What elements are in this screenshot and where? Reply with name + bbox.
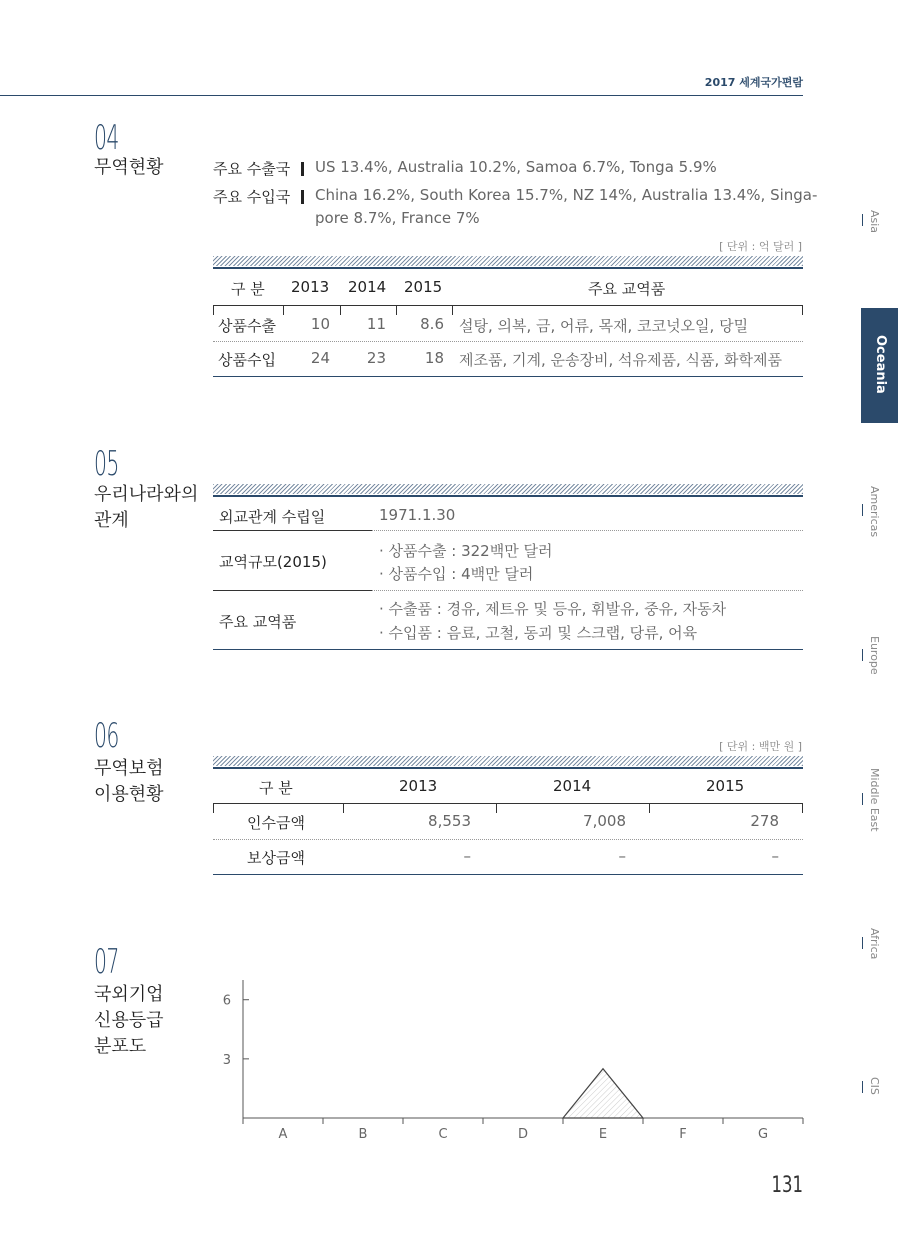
side-nav-middle-east[interactable]: Middle East — [868, 768, 881, 832]
table-cell: – — [771, 847, 779, 865]
relation-value: · 수입품 : 음료, 고철, 동괴 및 스크랩, 당류, 어육 — [379, 624, 698, 642]
export-partners-label: 주요 수출국 — [213, 160, 291, 178]
running-header: 2017 세계국가편람 — [704, 76, 803, 89]
table-header-2013: 2013 — [291, 278, 330, 296]
table-cell: 7,008 — [583, 812, 626, 830]
y-tick-label: 6 — [222, 993, 231, 1009]
table-header-2015: 2015 — [404, 278, 443, 296]
x-tick-label: C — [438, 1127, 448, 1142]
table-header-2014: 2014 — [348, 278, 387, 296]
table-row-label: 상품수입 — [218, 351, 276, 369]
table-cell: 23 — [366, 349, 386, 367]
side-nav-asia[interactable]: Asia — [868, 210, 881, 234]
section-title-line1: 무역보험 — [94, 758, 164, 779]
table-header-category: 구 분 — [231, 280, 265, 298]
section-title-line3: 분포도 — [94, 1036, 147, 1057]
table-cell: 8.6 — [420, 315, 444, 333]
y-tick-label: 3 — [222, 1052, 231, 1068]
section-number: 04 — [94, 118, 119, 158]
import-partners-label: 주요 수입국 — [213, 188, 291, 206]
relation-value: 1971.1.30 — [379, 506, 456, 524]
relation-label: 교역규모(2015) — [219, 553, 327, 571]
table-row-label: 보상금액 — [247, 849, 305, 867]
side-nav-cis[interactable]: CIS — [868, 1077, 881, 1095]
section-title: 무역현황 — [94, 157, 164, 178]
section-number: 05 — [94, 444, 119, 484]
section-title-line1: 국외기업 — [94, 984, 164, 1005]
x-tick-label: E — [598, 1127, 608, 1142]
side-nav-africa[interactable]: Africa — [868, 928, 881, 960]
side-nav-americas[interactable]: Americas — [868, 486, 881, 538]
table-cell: – — [618, 847, 626, 865]
table-cell: 10 — [310, 315, 330, 333]
table-header-2014: 2014 — [553, 777, 592, 795]
section-title-line1: 우리나라와의 — [94, 484, 199, 505]
x-tick-label: B — [358, 1127, 368, 1142]
table-header-category: 구 분 — [259, 779, 293, 797]
relation-label: 주요 교역품 — [219, 613, 297, 631]
relation-label: 외교관계 수립일 — [219, 508, 326, 526]
table-cell-items: 제조품, 기계, 운송장비, 석유제품, 식품, 화학제품 — [459, 351, 782, 369]
table-cell-items: 설탕, 의복, 금, 어류, 목재, 코코넛오일, 당밀 — [459, 317, 749, 335]
relation-value: · 수출품 : 경유, 제트유 및 등유, 휘발유, 중유, 자동차 — [379, 600, 727, 618]
relation-value: · 상품수입 : 4백만 달러 — [379, 565, 534, 583]
table-header-2013: 2013 — [399, 777, 438, 795]
section-number: 06 — [94, 716, 119, 756]
table-cell: 24 — [310, 349, 330, 367]
x-tick-label: F — [679, 1127, 687, 1142]
table-cell: 11 — [366, 315, 386, 333]
import-partners-value-line2: pore 8.7%, France 7% — [315, 209, 480, 227]
import-partners-value-line1: China 16.2%, South Korea 15.7%, NZ 14%, Australia 13.4%, Singa- — [315, 186, 818, 204]
export-partners-value: US 13.4%, Australia 10.2%, Samoa 6.7%, Tonga 5.9% — [315, 158, 717, 176]
area-mark — [563, 1069, 643, 1118]
section-title-line2: 신용등급 — [94, 1010, 164, 1031]
unit-note: [ 단위 : 억 달러 ] — [719, 240, 802, 253]
x-tick-label: G — [757, 1127, 769, 1142]
side-nav-europe[interactable]: Europe — [868, 636, 881, 675]
table-row-label: 상품수출 — [218, 317, 276, 335]
section-title-line2: 관계 — [94, 510, 129, 531]
section-title-line2: 이용현황 — [94, 784, 164, 805]
x-tick-label: A — [278, 1127, 288, 1142]
side-nav-oceania[interactable]: Oceania — [873, 335, 888, 394]
x-tick-label: D — [517, 1127, 529, 1142]
table-header-2015: 2015 — [706, 777, 745, 795]
table-cell: 18 — [424, 349, 444, 367]
table-cell: 278 — [750, 812, 779, 830]
table-cell: – — [463, 847, 471, 865]
page-number: 131 — [771, 1173, 803, 1198]
table-header-items: 주요 교역품 — [588, 280, 666, 298]
relation-value: · 상품수출 : 322백만 달러 — [379, 542, 553, 560]
unit-note: [ 단위 : 백만 원 ] — [719, 740, 802, 753]
table-row-label: 인수금액 — [247, 814, 305, 832]
table-cell: 8,553 — [428, 812, 471, 830]
section-number: 07 — [94, 942, 119, 982]
